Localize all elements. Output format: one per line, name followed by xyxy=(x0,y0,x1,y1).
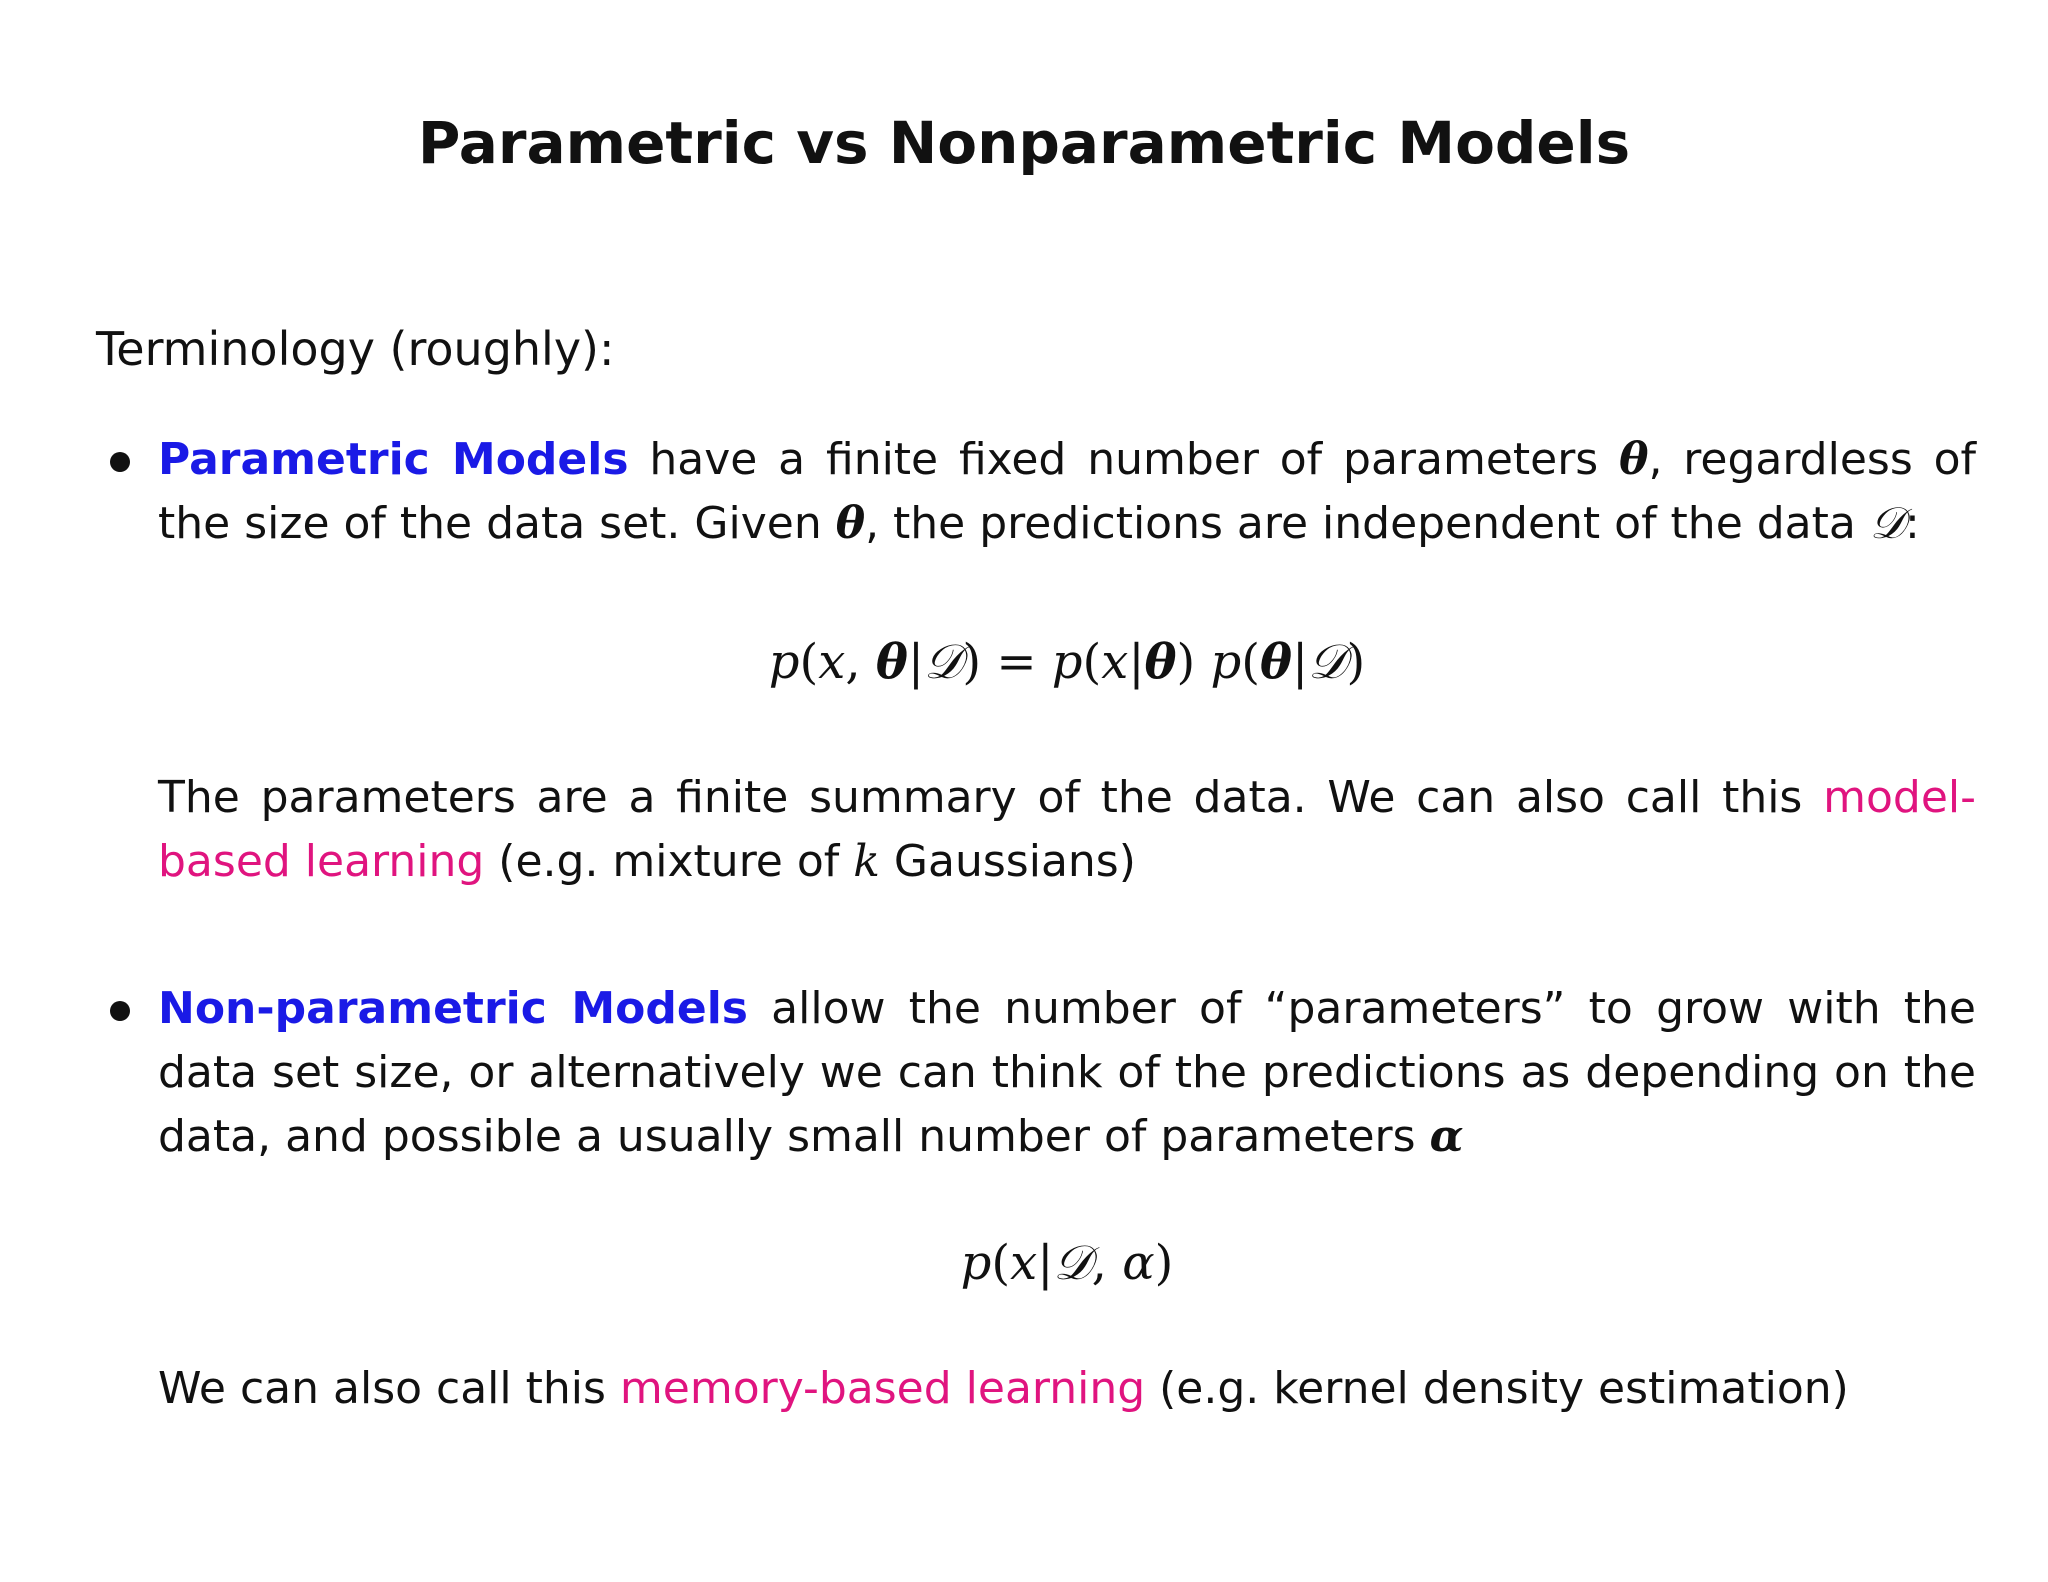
eq-p: p xyxy=(768,634,800,690)
eq-paren: ) xyxy=(1346,634,1366,690)
theta-symbol: θ xyxy=(835,498,866,549)
eq-data: 𝒟 xyxy=(1308,634,1347,690)
eq-theta: θ xyxy=(1144,634,1177,690)
eq-theta: θ xyxy=(875,634,908,690)
eq-paren: ) xyxy=(1176,634,1211,690)
eq-bar: | xyxy=(1292,634,1309,690)
parametric-summary xyxy=(158,766,1976,894)
parametric-summary-text-1: The parameters are a finite summary of the data. We can also call this xyxy=(158,772,1824,823)
bullet-nonparametric xyxy=(96,977,1976,1421)
eq-comma: , xyxy=(1091,1235,1123,1291)
data-symbol: 𝒟 xyxy=(1869,498,1905,549)
eq-paren: ( xyxy=(1241,634,1260,690)
intro-text: Terminology (roughly): xyxy=(96,322,615,376)
slide-title: Parametric vs Nonparametric Models xyxy=(417,109,1631,177)
eq-data: 𝒟 xyxy=(924,634,963,690)
eq-bar: | xyxy=(1128,634,1145,690)
eq-bar: | xyxy=(1037,1235,1054,1291)
eq-paren: ) xyxy=(1154,1235,1174,1291)
parametric-text-2: , regardless of the size of the data set. Given xyxy=(158,434,1976,549)
bullet-dot xyxy=(110,452,130,472)
eq-equals: = xyxy=(981,634,1052,690)
eq-x: x xyxy=(1010,1235,1038,1291)
parametric-summary-text-3: Gaussians) xyxy=(879,836,1136,887)
nonparametric-summary-text-2: (e.g. kernel density estimation) xyxy=(1145,1363,1849,1414)
model-based-learning-term: model-based learning xyxy=(158,772,1976,887)
eq-x: x xyxy=(1101,634,1129,690)
theta-symbol: θ xyxy=(1619,434,1649,485)
eq-p: p xyxy=(1051,634,1083,690)
eq-p: p xyxy=(1210,634,1242,690)
parametric-text-3: , the predictions are independent of the data xyxy=(865,498,1870,549)
eq-comma: , xyxy=(845,634,876,690)
eq-paren: ) xyxy=(962,634,982,690)
alpha-symbol: α xyxy=(1429,1111,1464,1162)
bullet-dot xyxy=(110,1001,130,1021)
eq-x: x xyxy=(818,634,846,690)
eq-theta: θ xyxy=(1259,634,1292,690)
nonparametric-text-1: allow the number of “parameters” to grow with the data set size, or alternatively we can think of the predictions as depending on the data, and possible a usually small number of parameters xyxy=(158,983,1976,1162)
eq-p: p xyxy=(960,1235,992,1291)
k-symbol: k xyxy=(853,836,880,887)
eq-alpha: α xyxy=(1122,1235,1155,1291)
eq-paren: ( xyxy=(799,634,819,690)
nonparametric-summary-text-1: We can also call this xyxy=(158,1363,620,1414)
nonparametric-summary xyxy=(158,1357,1976,1421)
parametric-equation xyxy=(158,630,1976,694)
parametric-text-4: : xyxy=(1904,498,1920,549)
nonparametric-definition xyxy=(158,977,1976,1169)
parametric-term: Parametric Models xyxy=(158,434,629,485)
eq-data: 𝒟 xyxy=(1053,1235,1092,1291)
eq-bar: | xyxy=(907,634,925,690)
nonparametric-equation xyxy=(158,1231,1976,1295)
parametric-text-1: have a finite fixed number of parameters xyxy=(628,434,1620,485)
memory-based-learning-term: memory-based learning xyxy=(619,1363,1146,1414)
bullet-parametric xyxy=(96,428,1976,894)
parametric-definition xyxy=(158,428,1976,556)
eq-paren: ( xyxy=(1082,634,1102,690)
nonparametric-term: Non-parametric Models xyxy=(158,983,748,1034)
eq-paren: ( xyxy=(991,1235,1011,1291)
parametric-summary-text-2: (e.g. mixture of xyxy=(484,836,854,887)
